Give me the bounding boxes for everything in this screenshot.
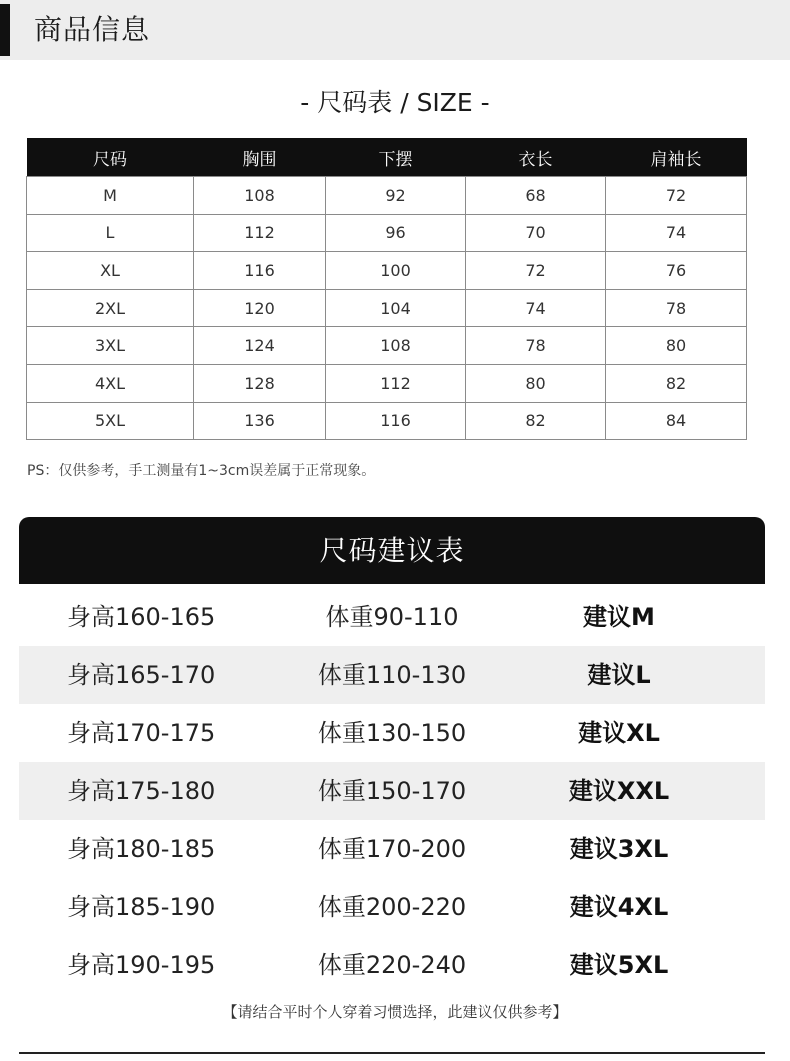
table-cell: 104: [326, 289, 466, 327]
recommendation-row: [19, 936, 765, 994]
weight-range: 体重170-200: [317, 835, 467, 863]
column-header: 肩袖长: [606, 138, 747, 177]
size-table-title: - 尺码表 / SIZE -: [300, 88, 490, 117]
size-table-header-row: [27, 138, 747, 177]
weight-range: 体重110-130: [317, 661, 467, 689]
height-range: 身高175-180: [67, 777, 216, 805]
column-header: 尺码: [27, 138, 194, 177]
suggested-size: 建议4XL: [569, 893, 669, 921]
size-label-cell: 5XL: [27, 402, 194, 440]
recommendation-banner: 尺码建议表: [19, 517, 765, 584]
recommendation-row: [19, 588, 765, 646]
suggested-size: 建议3XL: [569, 835, 669, 863]
size-label-cell: 3XL: [27, 327, 194, 365]
table-row: [27, 364, 747, 402]
table-cell: 82: [606, 364, 747, 402]
footer-divider: [19, 1052, 765, 1054]
table-cell: 96: [326, 214, 466, 252]
table-cell: 82: [466, 402, 606, 440]
suggested-size: 建议XL: [578, 719, 660, 747]
table-cell: 74: [606, 214, 747, 252]
weight-range: 体重90-110: [325, 603, 459, 631]
header-accent-bar: [0, 4, 10, 56]
table-row: [27, 402, 747, 440]
page-title: 商品信息: [34, 13, 151, 46]
table-row: [27, 214, 747, 252]
table-row: [27, 177, 747, 215]
table-cell: 100: [326, 252, 466, 290]
height-range: 身高190-195: [67, 951, 216, 979]
table-row: [27, 289, 747, 327]
header-bar: [0, 0, 790, 60]
table-cell: 108: [326, 327, 466, 365]
table-cell: 92: [326, 177, 466, 215]
table-cell: 112: [194, 214, 326, 252]
table-cell: 78: [466, 327, 606, 365]
table-cell: 76: [606, 252, 747, 290]
size-label-cell: L: [27, 214, 194, 252]
table-cell: 68: [466, 177, 606, 215]
recommendation-row: [19, 646, 765, 704]
table-cell: 112: [326, 364, 466, 402]
column-header: 下摆: [326, 138, 466, 177]
size-label-cell: XL: [27, 252, 194, 290]
size-label-cell: 4XL: [27, 364, 194, 402]
table-cell: 108: [194, 177, 326, 215]
table-cell: 120: [194, 289, 326, 327]
table-cell: 116: [194, 252, 326, 290]
table-cell: 80: [466, 364, 606, 402]
suggested-size: 建议L: [587, 661, 651, 689]
weight-range: 体重220-240: [317, 951, 467, 979]
table-cell: 70: [466, 214, 606, 252]
recommendation-row: [19, 704, 765, 762]
measurement-note: PS：仅供参考，手工测量有1~3cm误差属于正常现象。: [27, 463, 376, 479]
table-cell: 72: [466, 252, 606, 290]
table-cell: 72: [606, 177, 747, 215]
height-range: 身高180-185: [67, 835, 216, 863]
height-range: 身高160-165: [67, 603, 216, 631]
table-cell: 80: [606, 327, 747, 365]
table-cell: 116: [326, 402, 466, 440]
table-row: [27, 327, 747, 365]
suggested-size: 建议5XL: [569, 951, 669, 979]
recommendation-row: [19, 878, 765, 936]
recommendation-row: [19, 762, 765, 820]
weight-range: 体重200-220: [317, 893, 467, 921]
size-table: [26, 138, 747, 440]
weight-range: 体重150-170: [317, 777, 467, 805]
table-cell: 136: [194, 402, 326, 440]
table-row: [27, 252, 747, 290]
table-cell: 128: [194, 364, 326, 402]
footer-note: 【请结合平时个人穿着习惯选择，此建议仅供参考】: [222, 1003, 568, 1021]
column-header: 衣长: [466, 138, 606, 177]
height-range: 身高165-170: [67, 661, 216, 689]
size-label-cell: M: [27, 177, 194, 215]
weight-range: 体重130-150: [317, 719, 467, 747]
suggested-size: 建议XXL: [568, 777, 670, 805]
height-range: 身高170-175: [67, 719, 216, 747]
table-cell: 74: [466, 289, 606, 327]
suggested-size: 建议M: [583, 603, 655, 631]
recommendation-list: [19, 588, 765, 994]
table-cell: 78: [606, 289, 747, 327]
size-label-cell: 2XL: [27, 289, 194, 327]
column-header: 胸围: [194, 138, 326, 177]
table-cell: 84: [606, 402, 747, 440]
table-cell: 124: [194, 327, 326, 365]
height-range: 身高185-190: [67, 893, 216, 921]
recommendation-row: [19, 820, 765, 878]
